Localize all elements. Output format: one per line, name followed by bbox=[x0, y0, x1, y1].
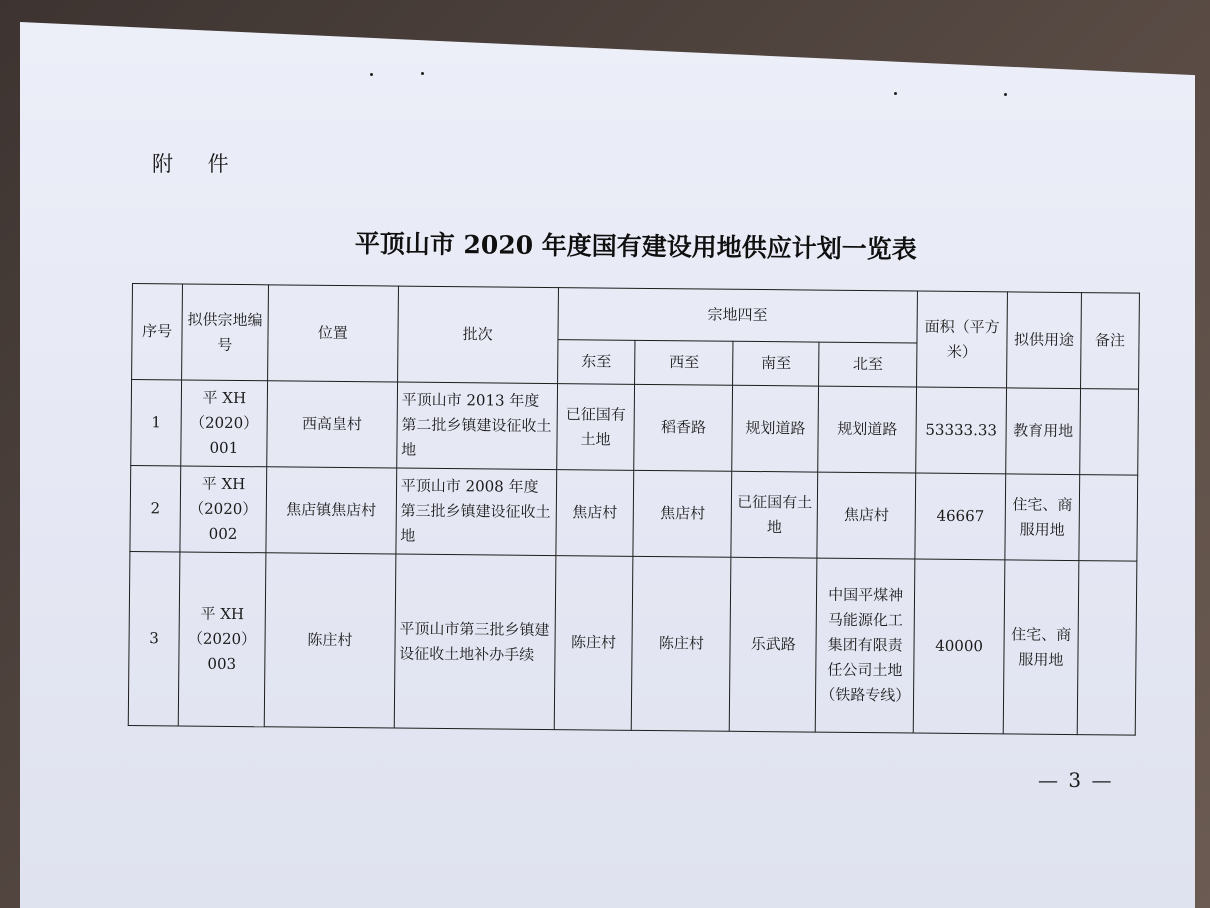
cell-use: 教育用地 bbox=[1006, 388, 1081, 475]
header-area: 面积（平方米） bbox=[917, 291, 1008, 388]
speck-mark bbox=[894, 92, 897, 95]
header-use: 拟供用途 bbox=[1007, 292, 1082, 389]
cell-north: 焦店村 bbox=[817, 472, 916, 559]
cell-north: 中国平煤神马能源化工集团有限责任公司土地（铁路专线） bbox=[815, 558, 915, 733]
header-row-top bbox=[132, 284, 1139, 346]
speck-mark bbox=[370, 73, 373, 76]
cell-remarks bbox=[1077, 561, 1137, 736]
cell-east: 已征国有土地 bbox=[556, 384, 635, 471]
cell-west: 陈庄村 bbox=[632, 556, 732, 731]
cell-south: 乐武路 bbox=[730, 557, 818, 732]
cell-area: 46667 bbox=[915, 473, 1006, 560]
cell-location: 焦店镇焦店村 bbox=[266, 467, 397, 554]
cell-north: 规划道路 bbox=[818, 386, 917, 473]
header-batch: 批次 bbox=[397, 286, 558, 384]
speck-mark bbox=[421, 72, 424, 75]
cell-use: 住宅、商服用地 bbox=[1003, 560, 1079, 735]
header-remarks: 备注 bbox=[1081, 293, 1140, 390]
header-north: 北至 bbox=[819, 342, 917, 387]
document-title: 平顶山市 2020 年度国有建设用地供应计划一览表 bbox=[354, 228, 917, 264]
cell-batch: 平顶山市 2013 年度第二批乡镇建设征收土地 bbox=[396, 382, 557, 470]
cell-batch: 平顶山市第三批乡镇建设征收土地补办手续 bbox=[394, 554, 555, 730]
cell-east: 陈庄村 bbox=[554, 556, 634, 731]
table-row bbox=[130, 465, 1138, 561]
cell-seq: 2 bbox=[130, 465, 181, 551]
table-row bbox=[131, 380, 1139, 476]
header-parcel-no: 拟供宗地编号 bbox=[182, 284, 269, 381]
header-west: 西至 bbox=[635, 340, 733, 385]
header-location: 位置 bbox=[268, 285, 399, 382]
cell-south: 规划道路 bbox=[732, 385, 819, 472]
cell-south: 已征国有土地 bbox=[731, 471, 818, 558]
cell-remarks bbox=[1079, 475, 1138, 562]
cell-east: 焦店村 bbox=[555, 470, 634, 557]
cell-use: 住宅、商服用地 bbox=[1005, 474, 1080, 561]
cell-west: 稻香路 bbox=[634, 384, 733, 471]
header-boundaries: 宗地四至 bbox=[558, 288, 918, 343]
header-east: 东至 bbox=[557, 340, 635, 385]
cell-location: 西高皇村 bbox=[267, 381, 398, 468]
header-south: 南至 bbox=[733, 341, 819, 386]
land-supply-table bbox=[128, 283, 1140, 736]
land-supply-table-wrapper bbox=[128, 283, 1140, 736]
cell-parcel-no: 平 XH（2020）002 bbox=[180, 466, 267, 553]
header-seq: 序号 bbox=[132, 284, 183, 380]
page-number: — 3 — bbox=[1038, 768, 1114, 792]
cell-parcel-no: 平 XH（2020）001 bbox=[181, 380, 268, 467]
attachment-label: 附 件 bbox=[152, 152, 243, 176]
cell-area: 53333.33 bbox=[916, 387, 1007, 474]
speck-mark bbox=[1004, 93, 1007, 96]
cell-remarks bbox=[1080, 389, 1139, 476]
cell-batch: 平顶山市 2008 年度第三批乡镇建设征收土地 bbox=[396, 468, 557, 556]
cell-seq: 3 bbox=[128, 551, 180, 725]
table-row bbox=[128, 551, 1137, 735]
cell-parcel-no: 平 XH（2020）003 bbox=[178, 552, 266, 727]
cell-area: 40000 bbox=[913, 559, 1005, 734]
cell-seq: 1 bbox=[131, 380, 182, 466]
cell-location: 陈庄村 bbox=[264, 553, 395, 728]
cell-west: 焦店村 bbox=[633, 470, 732, 557]
